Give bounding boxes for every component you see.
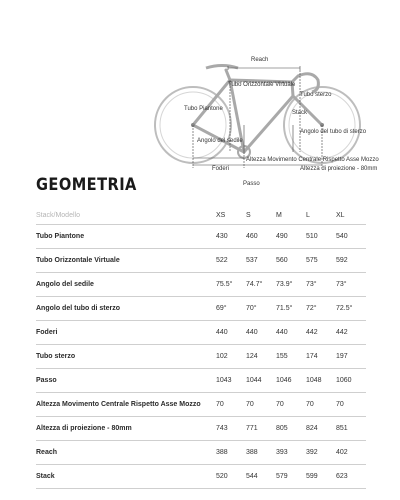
geometry-table [36, 208, 366, 489]
row-value: 520 [216, 465, 246, 489]
row-label: Angolo del sedile [36, 273, 216, 297]
row-value: 771 [246, 417, 276, 441]
label-rake: Foderi [212, 166, 230, 172]
row-value: 440 [276, 321, 306, 345]
row-value: 388 [216, 441, 246, 465]
row-value: 1046 [276, 369, 306, 393]
row-label: Foderi [36, 321, 216, 345]
label-seat-tube: Tubo Piantone [184, 106, 223, 112]
table-row [36, 249, 366, 273]
table-row [36, 273, 366, 297]
row-value: 824 [306, 417, 336, 441]
row-value: 70 [246, 393, 276, 417]
row-value: 592 [336, 249, 366, 273]
table-row [36, 417, 366, 441]
row-value: 537 [246, 249, 276, 273]
row-value: 70° [246, 297, 276, 321]
header-size: XL [336, 208, 366, 225]
row-value: 72.5° [336, 297, 366, 321]
row-label: Altezza Movimento Centrale Rispetto Asse Mozzo [36, 393, 216, 417]
header-size: L [306, 208, 336, 225]
row-value: 1048 [306, 369, 336, 393]
row-value: 102 [216, 345, 246, 369]
label-fork: Altezza di proiezione - 80mm [300, 166, 378, 172]
table-row [36, 393, 366, 417]
label-seat-angle: Angolo del sedile [197, 138, 243, 144]
header-size: M [276, 208, 306, 225]
row-value: 70 [276, 393, 306, 417]
label-head-tube: Tubo sterzo [300, 92, 332, 98]
row-label: Tubo Piantone [36, 225, 216, 249]
row-label: Tubo sterzo [36, 345, 216, 369]
row-value: 72° [306, 297, 336, 321]
page-title: GEOMETRIA [36, 175, 137, 195]
table-row [36, 321, 366, 345]
row-value: 73° [306, 273, 336, 297]
saddle [206, 66, 238, 69]
row-value: 75.5° [216, 273, 246, 297]
row-value: 440 [246, 321, 276, 345]
row-label: Passo [36, 369, 216, 393]
row-value: 393 [276, 441, 306, 465]
row-label: Tubo Orizzontale Virtuale [36, 249, 216, 273]
row-value: 540 [336, 225, 366, 249]
row-label: Altezza di proiezione - 80mm [36, 417, 216, 441]
row-value: 442 [306, 321, 336, 345]
label-top-tube: Tubo Orizzontale Virtuale [228, 82, 296, 88]
row-label: Reach [36, 441, 216, 465]
row-value: 69° [216, 297, 246, 321]
row-value: 197 [336, 345, 366, 369]
table-row [36, 441, 366, 465]
row-value: 73° [336, 273, 366, 297]
row-value: 623 [336, 465, 366, 489]
header-size: XS [216, 208, 246, 225]
row-value: 402 [336, 441, 366, 465]
row-value: 805 [276, 417, 306, 441]
table-row [36, 345, 366, 369]
table-header-row [36, 208, 366, 225]
row-value: 490 [276, 225, 306, 249]
row-value: 430 [216, 225, 246, 249]
row-value: 579 [276, 465, 306, 489]
row-value: 124 [246, 345, 276, 369]
row-value: 442 [336, 321, 366, 345]
row-value: 544 [246, 465, 276, 489]
table-row [36, 465, 366, 489]
row-value: 70 [306, 393, 336, 417]
table-row [36, 225, 366, 249]
label-stack: Stack [292, 110, 308, 116]
header-size: S [246, 208, 276, 225]
row-value: 1043 [216, 369, 246, 393]
row-value: 851 [336, 417, 366, 441]
row-value: 388 [246, 441, 276, 465]
label-bb-drop: Altezza Movimento Centrale Rispetto Asse Mozzo [246, 157, 379, 163]
row-label: Stack [36, 465, 216, 489]
row-value: 510 [306, 225, 336, 249]
label-wheelbase: Passo [243, 181, 260, 187]
row-value: 743 [216, 417, 246, 441]
table-row [36, 297, 366, 321]
label-reach: Reach [251, 57, 269, 63]
row-value: 392 [306, 441, 336, 465]
row-value: 575 [306, 249, 336, 273]
table-row [36, 369, 366, 393]
row-value: 522 [216, 249, 246, 273]
row-value: 1044 [246, 369, 276, 393]
row-value: 71.5° [276, 297, 306, 321]
row-value: 155 [276, 345, 306, 369]
row-value: 560 [276, 249, 306, 273]
row-value: 73.9° [276, 273, 306, 297]
row-value: 599 [306, 465, 336, 489]
row-value: 440 [216, 321, 246, 345]
row-value: 70 [216, 393, 246, 417]
row-value: 74.7° [246, 273, 276, 297]
label-head-angle: Angolo del tubo di sterzo [300, 129, 367, 135]
row-label: Angolo del tubo di sterzo [36, 297, 216, 321]
row-value: 70 [336, 393, 366, 417]
row-value: 174 [306, 345, 336, 369]
header-model-label: Stack/Modello [36, 208, 216, 225]
row-value: 1060 [336, 369, 366, 393]
row-value: 460 [246, 225, 276, 249]
